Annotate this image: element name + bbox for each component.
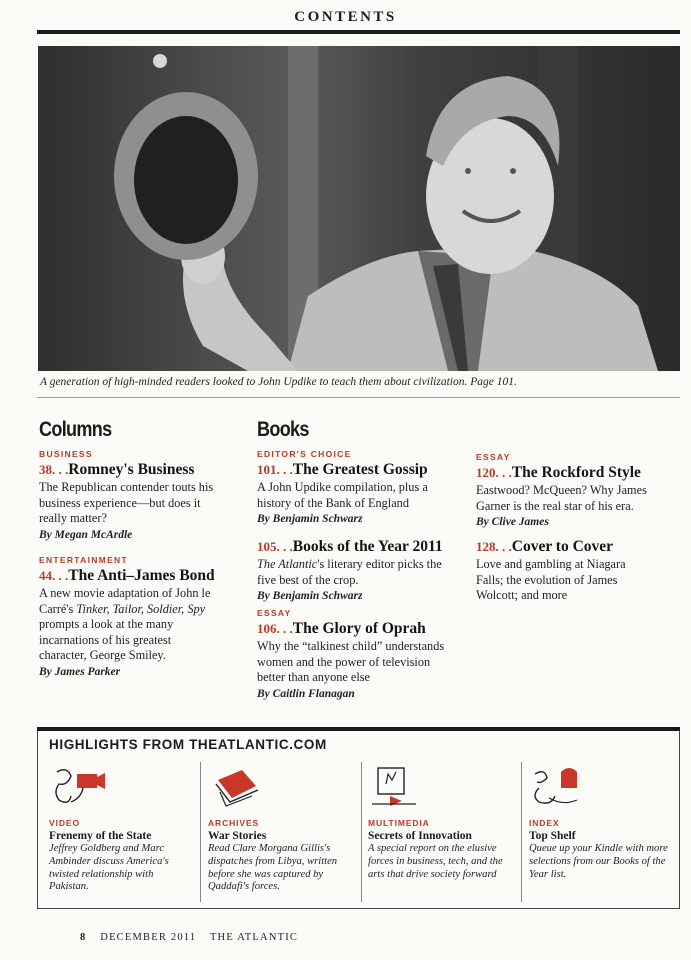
highlight-kicker: INDEX xyxy=(529,818,560,828)
item-dek: The Republican contender touts his business experience—but does it really matter? xyxy=(39,480,214,525)
highlight-title[interactable]: Frenemy of the State xyxy=(49,830,152,842)
item-title[interactable]: The Anti–James Bond xyxy=(68,567,215,584)
page-ref: 38. . . xyxy=(39,462,69,477)
item-title[interactable]: The Greatest Gossip xyxy=(292,461,428,478)
highlight-title[interactable]: War Stories xyxy=(208,830,267,842)
highlights-divider xyxy=(200,762,201,902)
item-byline: By Caitlin Flanagan xyxy=(257,687,355,700)
book-item-greatest-gossip[interactable] xyxy=(257,449,457,527)
highlight-video[interactable] xyxy=(49,762,194,894)
highlight-dek: A special report on the elusive forces in business, tech, and the arts that drive society forward xyxy=(368,843,503,880)
issue-date: DECEMBER 2011 xyxy=(100,932,197,943)
item-byline: By James Parker xyxy=(39,665,121,678)
photo-caption: A generation of high-minded readers looked to John Updike to teach them about civilization. Page 101. xyxy=(40,376,517,388)
item-kicker: ESSAY xyxy=(257,608,292,618)
column-item-entertainment[interactable] xyxy=(39,555,219,680)
item-title[interactable]: Books of the Year 2011 xyxy=(292,538,443,555)
item-kicker: ENTERTAINMENT xyxy=(39,555,128,565)
highlights-divider xyxy=(361,762,362,902)
columns-heading: Columns xyxy=(39,418,112,441)
kindle-icon xyxy=(529,762,589,814)
cover-photo xyxy=(38,46,680,371)
highlight-dek: Read Clare Morgana Gillis's dispatches from Libya, written before she was captured by Qaddafi's forces. xyxy=(208,843,338,893)
book-item-books-of-year[interactable] xyxy=(257,537,457,604)
item-byline: By Benjamin Schwarz xyxy=(257,513,363,525)
magazine-name: THE ATLANTIC xyxy=(209,932,299,943)
caption-rule xyxy=(37,397,680,398)
page-ref: 106. . . xyxy=(257,621,293,636)
notebook-icon xyxy=(208,762,268,814)
book-item-cover-to-cover[interactable] xyxy=(476,537,651,604)
item-title[interactable]: The Glory of Oprah xyxy=(292,620,426,637)
book-item-oprah[interactable] xyxy=(257,608,457,702)
page-ref: 120. . . xyxy=(476,465,512,480)
highlight-kicker: VIDEO xyxy=(49,818,80,828)
item-dek: A new movie adaptation of John le Carré's Tinker, Tailor, Soldier, Spy prompts a look at the many incarnations of his greatest character, George Smiley. xyxy=(39,586,211,662)
item-title[interactable]: Romney's Business xyxy=(68,461,195,478)
item-byline: By Benjamin Schwarz xyxy=(257,590,363,602)
item-kicker: BUSINESS xyxy=(39,449,93,459)
item-dek: Why the “talkinest child” understands women and the power of television better than anyone else xyxy=(257,639,445,684)
highlights-title: HIGHLIGHTS FROM THEATLANTIC.COM xyxy=(49,737,327,752)
item-dek: The Atlantic's literary editor picks the five best of the crop. xyxy=(257,557,442,587)
item-kicker: ESSAY xyxy=(476,452,511,462)
item-byline: By Megan McArdle xyxy=(39,528,133,541)
item-byline: By Clive James xyxy=(476,516,549,528)
page-ref: 101. . . xyxy=(257,462,293,477)
page-title: CONTENTS xyxy=(294,9,397,25)
books-heading: Books xyxy=(257,418,309,441)
page-ref: 128. . . xyxy=(476,539,512,554)
highlight-kicker: ARCHIVES xyxy=(208,818,260,828)
highlight-index[interactable] xyxy=(529,762,677,881)
item-kicker: EDITOR'S CHOICE xyxy=(257,449,352,459)
page-ref: 44. . . xyxy=(39,568,69,583)
highlight-dek: Queue up your Kindle with more selections from our Books of the Year list. xyxy=(529,843,668,880)
highlight-multimedia[interactable] xyxy=(368,762,518,881)
item-title[interactable]: Cover to Cover xyxy=(511,538,614,555)
page-footer xyxy=(80,932,308,943)
item-dek: A John Updike compilation, plus a history of the Bank of England xyxy=(257,480,428,510)
book-item-rockford[interactable] xyxy=(476,452,666,530)
highlight-title[interactable]: Top Shelf xyxy=(529,830,576,842)
header-rule xyxy=(37,30,680,34)
highlight-archives[interactable] xyxy=(208,762,358,894)
item-title[interactable]: The Rockford Style xyxy=(511,464,641,481)
highlight-kicker: MULTIMEDIA xyxy=(368,818,430,828)
highlights-divider xyxy=(521,762,522,902)
play-icon xyxy=(368,762,428,814)
column-item-business[interactable] xyxy=(39,449,219,543)
page-number: 8 xyxy=(80,932,87,943)
item-dek: Love and gambling at Niagara Falls; the evolution of James Wolcott; and more xyxy=(476,557,626,602)
highlight-title[interactable]: Secrets of Innovation xyxy=(368,830,472,842)
item-dek: Eastwood? McQueen? Why James Garner is the real star of his era. xyxy=(476,483,647,513)
highlight-dek: Jeffrey Goldberg and Marc Ambinder discuss America's twisted relationship with Pakistan. xyxy=(49,843,169,893)
page-ref: 105. . . xyxy=(257,539,293,554)
camera-icon xyxy=(49,762,109,814)
